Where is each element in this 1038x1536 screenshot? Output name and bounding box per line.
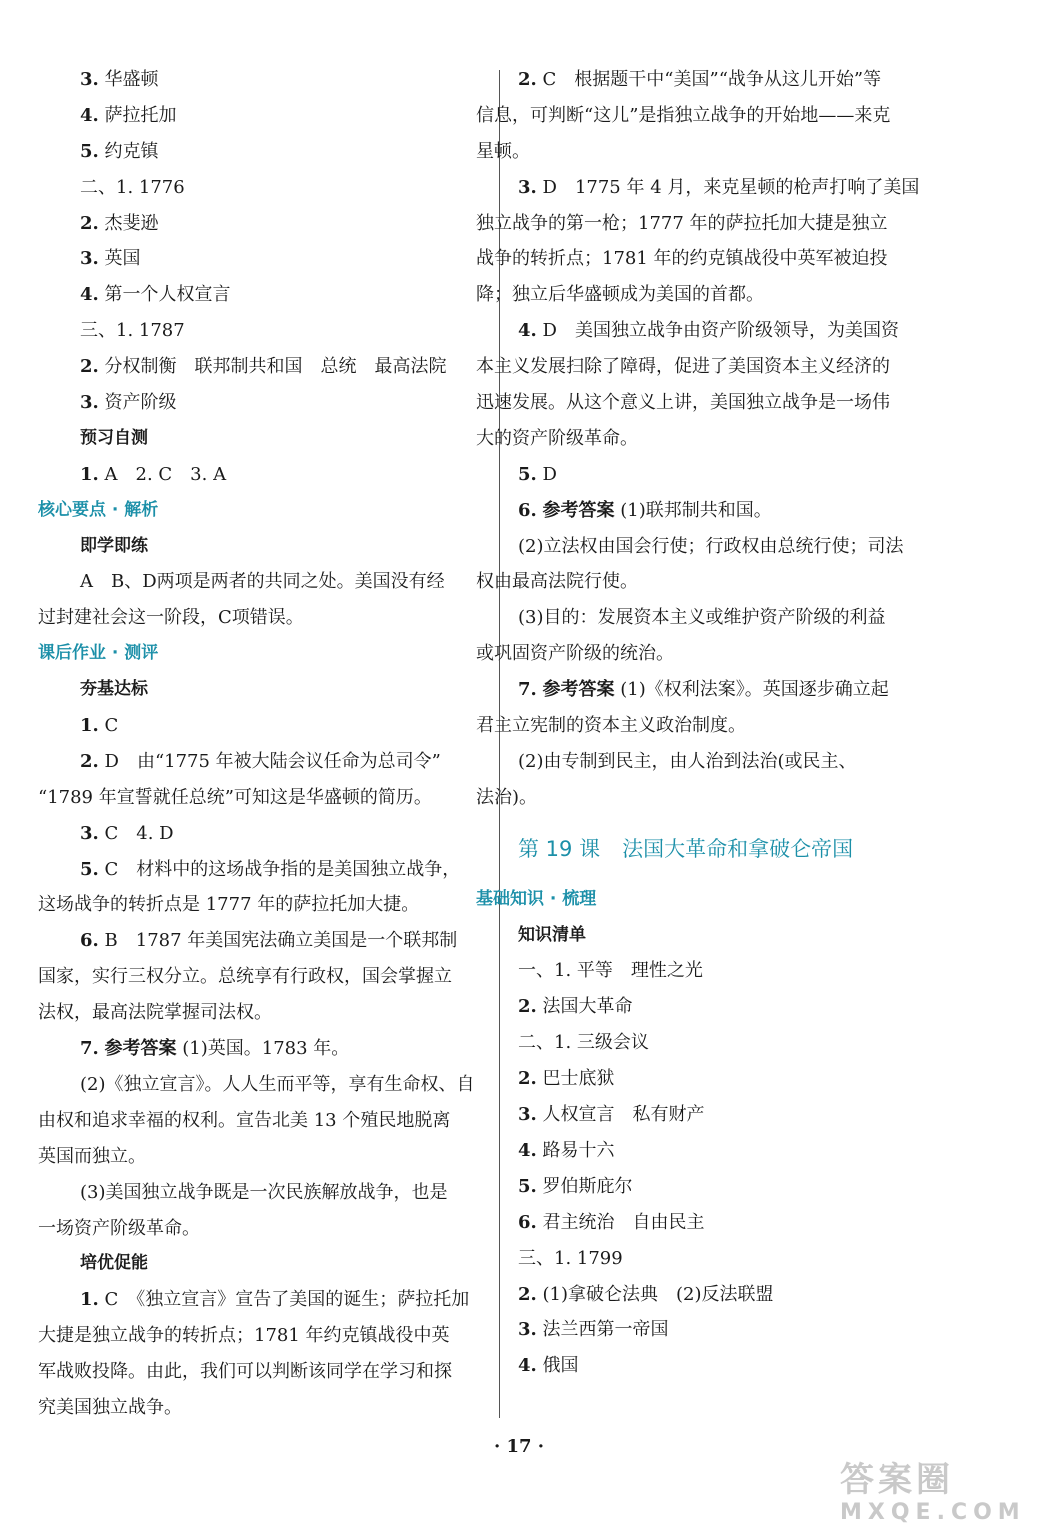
item-number: 5. xyxy=(518,1175,537,1197)
line-text: 英国 xyxy=(98,248,141,270)
item-number: 2. xyxy=(80,212,99,234)
line-text: 英国而独立。 xyxy=(38,1145,146,1167)
line-text: C 4. D xyxy=(98,822,174,844)
item-number: 1. xyxy=(80,1289,99,1311)
text-line xyxy=(518,989,958,1025)
line-text: 参考答案 (1)联邦制共和国。 xyxy=(542,499,772,521)
subsection-heading: 知识清单 xyxy=(518,924,586,945)
item-number: 5. xyxy=(80,140,99,162)
line-text: A 2. C 3. A xyxy=(98,463,227,485)
line-text: 由权和追求幸福的权利。宣告北美 13 个殖民地脱离 xyxy=(38,1109,451,1131)
text-line xyxy=(80,1282,482,1318)
line-text: 君主统治 自由民主 xyxy=(536,1211,705,1233)
page-number: · 17 · xyxy=(493,1436,545,1457)
line-text: 独立战争的第一枪；1777 年的萨拉托加大捷是独立 xyxy=(476,212,888,234)
text-line xyxy=(518,1277,958,1313)
text-line xyxy=(476,349,958,385)
line-text: 罗伯斯庇尔 xyxy=(536,1175,633,1197)
item-number: 3. xyxy=(518,1319,537,1341)
text-line xyxy=(476,636,958,672)
item-number: 3. xyxy=(80,392,99,414)
item-number: 2. xyxy=(518,996,537,1018)
text-line xyxy=(518,457,958,493)
line-text: (2)立法权由国会行使；行政权由总统行使；司法 xyxy=(518,535,904,557)
item-number: 3. xyxy=(80,822,99,844)
line-text: C xyxy=(98,715,119,737)
text-line xyxy=(518,1025,958,1061)
text-line xyxy=(38,995,482,1031)
item-number: 5. xyxy=(80,858,99,880)
watermark-line2: MXQE.COM xyxy=(840,1500,1026,1525)
line-text: 降；独立后华盛顿成为美国的首都。 xyxy=(476,284,764,306)
item-number: 3. xyxy=(80,69,99,90)
text-line xyxy=(80,134,482,170)
text-line xyxy=(80,1067,482,1103)
line-text: 华盛顿 xyxy=(98,69,159,90)
line-text: (1)拿破仑法典 (2)反法联盟 xyxy=(536,1283,774,1305)
subsection-heading: 夯基达标 xyxy=(80,679,148,700)
text-line xyxy=(476,708,958,744)
line-text: 国家，实行三权分立。总统享有行政权，国会掌握立 xyxy=(38,966,452,988)
text-line xyxy=(80,313,482,349)
text-line xyxy=(80,457,482,493)
line-text: 或巩固资产阶级的统治。 xyxy=(476,643,674,665)
text-line xyxy=(80,564,482,600)
line-text: 萨拉托加 xyxy=(98,104,177,126)
text-line xyxy=(518,1348,958,1384)
line-text: 大捷是独立战争的转折点；1781 年约克镇战役中英 xyxy=(38,1325,450,1347)
text-line xyxy=(518,1205,958,1241)
item-number: 7. xyxy=(80,1038,99,1060)
line-text: 权由最高法院行使。 xyxy=(476,571,638,593)
item-number: 2. xyxy=(518,1068,537,1090)
text-line xyxy=(38,780,482,816)
line-text: 究美国独立战争。 xyxy=(38,1396,182,1418)
text-line xyxy=(80,1175,482,1211)
text-line xyxy=(518,170,958,206)
text-line xyxy=(80,241,482,277)
watermark-logo xyxy=(840,1460,1026,1530)
text-line xyxy=(518,62,958,98)
item-number: 7. xyxy=(518,679,537,701)
line-text: 法国大革命 xyxy=(536,996,633,1018)
item-number: 6. xyxy=(518,499,537,521)
line-text: (3)美国独立战争既是一次民族解放战争，也是 xyxy=(80,1181,448,1203)
text-line xyxy=(80,349,482,385)
text-line xyxy=(80,923,482,959)
text-line xyxy=(518,600,958,636)
item-number: 6. xyxy=(80,930,99,952)
text-line xyxy=(476,385,958,421)
line-text: 第一个人权宣言 xyxy=(98,284,231,306)
text-line xyxy=(476,421,958,457)
text-line xyxy=(476,780,958,816)
line-text: 大的资产阶级革命。 xyxy=(476,427,638,449)
item-number: 4. xyxy=(80,284,99,306)
text-line xyxy=(518,1097,958,1133)
lesson-number: 第 19 课 xyxy=(518,836,601,861)
text-line xyxy=(80,816,482,852)
line-text: 参考答案 (1)英国。1783 年。 xyxy=(104,1038,350,1060)
lesson-title xyxy=(518,816,958,882)
item-number: 1. xyxy=(80,463,99,485)
line-text: 法权，最高法院掌握司法权。 xyxy=(38,1002,272,1024)
line-text: 一场资产阶级革命。 xyxy=(38,1217,200,1239)
line-text: 一、1. 平等 理性之光 xyxy=(518,960,703,982)
text-line xyxy=(476,277,958,313)
line-text: 军战败投降。由此，我们可以判断该同学在学习和探 xyxy=(38,1361,452,1383)
line-text: 人权宣言 私有财产 xyxy=(536,1104,705,1126)
text-line xyxy=(38,1103,482,1139)
text-line xyxy=(38,1139,482,1175)
item-number: 4. xyxy=(518,1139,537,1161)
subsection-heading: 即学即练 xyxy=(80,535,148,556)
text-line xyxy=(476,564,958,600)
text-line xyxy=(38,1318,482,1354)
item-number: 1. xyxy=(80,715,99,737)
subsection-heading: 预习自测 xyxy=(80,427,148,448)
item-number: 2. xyxy=(518,69,537,90)
text-line xyxy=(38,600,482,636)
line-text: 君主立宪制的资本主义政治制度。 xyxy=(476,715,746,737)
line-text: (2)《独立宣言》。人人生而平等，享有生命权、自 xyxy=(80,1073,475,1095)
text-line xyxy=(80,852,482,888)
line-text: “1789 年宣誓就任总统”可知这是华盛顿的简历。 xyxy=(38,786,432,808)
text-line xyxy=(518,313,958,349)
line-text: D 由“1775 年被大陆会议任命为总司令” xyxy=(98,750,441,772)
line-text: D 1775 年 4 月，来克星顿的枪声打响了美国 xyxy=(536,176,920,198)
item-number: 2. xyxy=(80,356,99,378)
line-text: 二、1. 1776 xyxy=(80,176,185,198)
text-line xyxy=(80,98,482,134)
line-text: C 材料中的这场战争指的是美国独立战争， xyxy=(98,858,461,880)
text-line xyxy=(38,887,482,923)
text-line xyxy=(38,1354,482,1390)
section-heading: 课后作业 · 测评 xyxy=(38,643,159,664)
line-text: 过封建社会这一阶段，C项错误。 xyxy=(38,607,304,629)
text-line xyxy=(518,744,958,780)
text-line xyxy=(476,241,958,277)
right-column xyxy=(476,62,958,1384)
line-text: B 1787 年美国宪法确立美国是一个联邦制 xyxy=(98,930,458,952)
line-text: 约克镇 xyxy=(98,140,159,162)
item-number: 6. xyxy=(518,1211,537,1233)
section-heading: 基础知识 · 梳理 xyxy=(476,888,597,909)
line-text: 路易十六 xyxy=(536,1139,615,1161)
line-text: (2)由专制到民主，由人治到法治(或民主、 xyxy=(518,750,857,772)
line-text: A B、D两项是两者的共同之处。美国没有经 xyxy=(80,571,445,593)
text-line xyxy=(80,62,482,98)
text-line xyxy=(518,493,958,529)
item-number: 2. xyxy=(518,1283,537,1305)
text-line xyxy=(80,744,482,780)
line-text: D 美国独立战争由资产阶级领导，为美国资 xyxy=(536,320,899,342)
text-line xyxy=(518,529,958,565)
text-line xyxy=(476,98,958,134)
text-line xyxy=(80,385,482,421)
line-text: 星顿。 xyxy=(476,140,530,162)
line-text: 战争的转折点；1781 年的约克镇战役中英军被迫投 xyxy=(476,248,888,270)
text-line xyxy=(518,1241,958,1277)
line-text: 法兰西第一帝国 xyxy=(536,1319,669,1341)
item-number: 3. xyxy=(518,176,537,198)
text-line xyxy=(476,134,958,170)
line-text: 法治)。 xyxy=(476,786,538,808)
text-line xyxy=(476,206,958,242)
text-line xyxy=(80,1031,482,1067)
text-line xyxy=(38,1390,482,1426)
line-text: 迅速发展。从这个意义上讲，美国独立战争是一场伟 xyxy=(476,392,890,414)
line-text: 资产阶级 xyxy=(98,392,177,414)
line-text: 杰斐逊 xyxy=(98,212,159,234)
line-text: 参考答案 (1)《权利法案》。英国逐步确立起 xyxy=(542,679,889,701)
line-text: C 根据题干中“美国”“战争从这儿开始”等 xyxy=(536,69,882,90)
line-text: 二、1. 三级会议 xyxy=(518,1032,649,1054)
item-number: 4. xyxy=(80,104,99,126)
line-text: 这场战争的转折点是 1777 年的萨拉托加大捷。 xyxy=(38,894,420,916)
item-number: 5. xyxy=(518,463,537,485)
section-heading: 核心要点 · 解析 xyxy=(38,499,159,520)
item-number: 3. xyxy=(80,248,99,270)
text-line xyxy=(518,953,958,989)
text-line xyxy=(518,1169,958,1205)
line-text: 本主义发展扫除了障碍，促进了美国资本主义经济的 xyxy=(476,356,890,378)
text-line xyxy=(518,1061,958,1097)
text-line xyxy=(38,959,482,995)
line-text: 俄国 xyxy=(536,1355,579,1377)
text-line xyxy=(518,1133,958,1169)
item-number: 4. xyxy=(518,320,537,342)
watermark-line1: 答案圈 xyxy=(840,1460,954,1500)
subsection-heading: 培优促能 xyxy=(80,1253,148,1274)
line-text: 分权制衡 联邦制共和国 总统 最高法院 xyxy=(98,356,447,378)
line-text: 三、1. 1799 xyxy=(518,1247,623,1269)
left-column xyxy=(38,62,482,1426)
item-number: 2. xyxy=(80,750,99,772)
item-number: 4. xyxy=(518,1355,537,1377)
text-line xyxy=(518,1312,958,1348)
text-line xyxy=(80,277,482,313)
line-text: C 《独立宣言》宣告了美国的诞生；萨拉托加 xyxy=(98,1289,470,1311)
text-line xyxy=(38,1211,482,1247)
text-line xyxy=(80,206,482,242)
text-line xyxy=(80,708,482,744)
line-text: 三、1. 1787 xyxy=(80,320,185,342)
item-number: 3. xyxy=(518,1104,537,1126)
text-line xyxy=(518,672,958,708)
line-text: (3)目的：发展资本主义或维护资产阶级的利益 xyxy=(518,607,886,629)
line-text: 信息，可判断“这儿”是指独立战争的开始地——来克 xyxy=(476,104,891,126)
lesson-name: 法国大革命和拿破仑帝国 xyxy=(622,836,854,861)
line-text: 巴士底狱 xyxy=(536,1068,615,1090)
line-text: D xyxy=(536,463,557,485)
text-line xyxy=(80,170,482,206)
